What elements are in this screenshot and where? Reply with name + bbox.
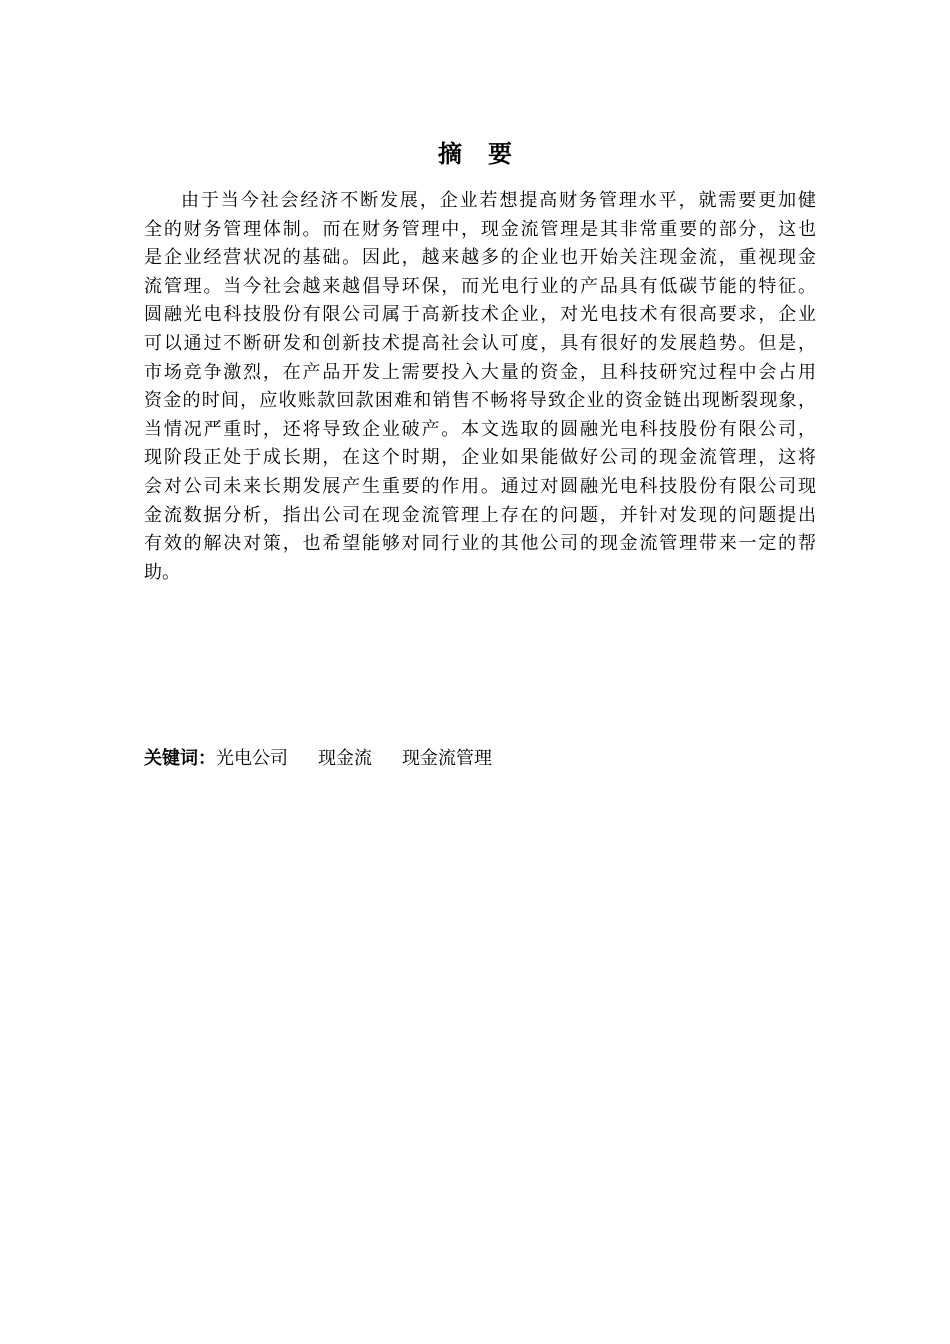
- abstract-line: 会对公司未来长期发展产生重要的作用。通过对圆融光电科技股份有限公司现: [144, 475, 816, 497]
- keywords-label: 关键词：: [144, 748, 216, 769]
- keyword-item: 现金流管理: [402, 748, 492, 769]
- abstract-line: 可以通过不断研发和创新技术提高社会认可度，具有很好的发展趋势。但是，: [144, 332, 816, 354]
- abstract-line: 金流数据分析，指出公司在现金流管理上存在的问题，并针对发现的问题提出: [144, 504, 816, 526]
- abstract-body: [144, 187, 816, 587]
- abstract-line: 圆融光电科技股份有限公司属于高新技术企业，对光电技术有很高要求，企业: [144, 304, 816, 326]
- abstract-line: 市场竞争激烈，在产品开发上需要投入大量的资金，且科技研究过程中会占用: [144, 361, 816, 383]
- abstract-line: 有效的解决对策，也希望能够对同行业的其他公司的现金流管理带来一定的帮: [144, 533, 816, 555]
- abstract-line: 由于当今社会经济不断发展，企业若想提高财务管理水平，就需要更加健: [181, 190, 816, 211]
- abstract-title-char-1: 摘: [438, 140, 462, 168]
- abstract-line: 当情况严重时，还将导致企业破产。本文选取的圆融光电科技股份有限公司，: [144, 418, 816, 440]
- keywords-row: [144, 745, 492, 773]
- abstract-title-char-2: 要: [488, 140, 512, 168]
- abstract-line: 流管理。当今社会越来越倡导环保，而光电行业的产品具有低碳节能的特征。: [144, 275, 816, 297]
- abstract-line: 现阶段正处于成长期，在这个时期，企业如果能做好公司的现金流管理，这将: [144, 447, 816, 469]
- abstract-line: 全的财务管理体制。而在财务管理中，现金流管理是其非常重要的部分，这也: [144, 218, 816, 240]
- abstract-line: 助。: [144, 561, 180, 583]
- abstract-title: [0, 134, 950, 169]
- keyword-item: 光电公司: [216, 748, 288, 769]
- abstract-line: 是企业经营状况的基础。因此，越来越多的企业也开始关注现金流，重视现金: [144, 247, 816, 269]
- abstract-line: 资金的时间，应收账款回款困难和销售不畅将导致企业的资金链出现断裂现象，: [144, 390, 816, 412]
- keyword-item: 现金流: [318, 748, 372, 769]
